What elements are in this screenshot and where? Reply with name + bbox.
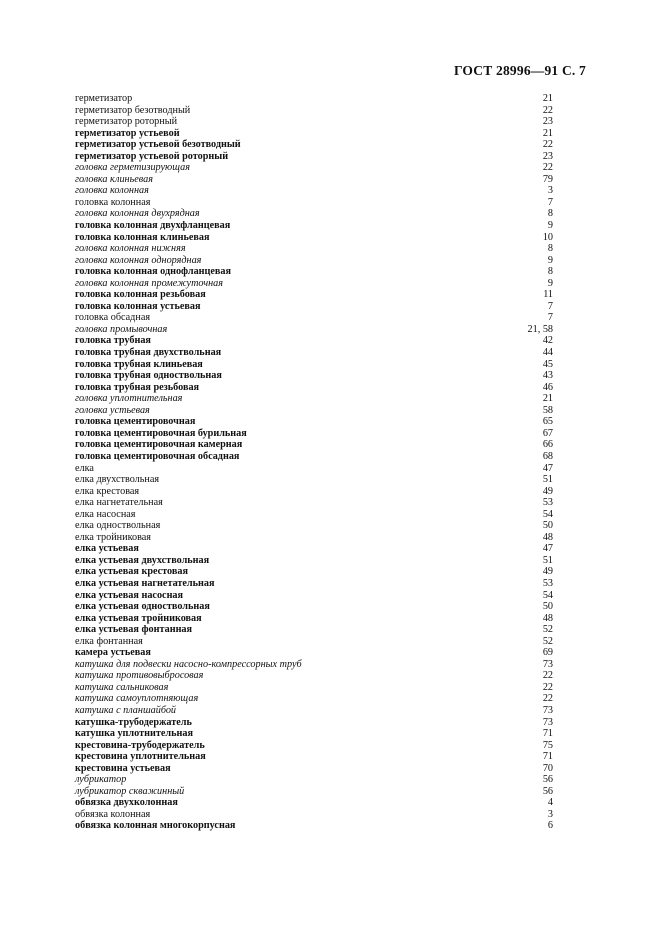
- index-entry: [75, 428, 553, 440]
- index-page-number: 3: [547, 808, 553, 820]
- index-entry: [75, 324, 553, 336]
- index-page-number: 48: [542, 531, 553, 543]
- index-entry: [75, 105, 553, 117]
- index-entry: [75, 347, 553, 359]
- index-term: головка трубная клиньевая: [75, 358, 203, 370]
- index-entry: [75, 820, 553, 832]
- index-term: герметизатор роторный: [75, 116, 178, 128]
- index-term: герметизатор безотводный: [75, 104, 191, 116]
- index-term: герметизатор устьевой безотводный: [75, 139, 241, 151]
- index-page-number: 68: [542, 450, 553, 462]
- index-page-number: 73: [542, 716, 553, 728]
- index-term: герметизатор устьевой: [75, 127, 180, 139]
- index-term: крестовина-трубодержатель: [75, 739, 205, 751]
- index-term: герметизатор устьевой роторный: [75, 150, 229, 162]
- index-entry: [75, 751, 553, 763]
- index-entry: [75, 509, 553, 521]
- index-entry: [75, 208, 553, 220]
- index-term: головка трубная двухствольная: [75, 347, 222, 359]
- index-page-number: 21, 58: [527, 323, 553, 335]
- index-term: головка цементировочная обсадная: [75, 450, 240, 462]
- index-entry: [75, 278, 553, 290]
- index-entry: [75, 636, 553, 648]
- index-entry: [75, 139, 553, 151]
- index-term: катушка самоуплотняющая: [75, 693, 199, 705]
- index-entry: [75, 451, 553, 463]
- index-term: крестовина уплотнительная: [75, 751, 206, 763]
- index-page-number: 7: [547, 196, 553, 208]
- index-term: елка тройниковая: [75, 531, 151, 543]
- index-term: головка колонная устьевая: [75, 300, 201, 312]
- index-entry: [75, 682, 553, 694]
- index-entry: [75, 774, 553, 786]
- index-entry: [75, 590, 553, 602]
- index-entry: [75, 128, 553, 140]
- index-term: головка трубная одноствольная: [75, 370, 222, 382]
- index-term: герметизатор: [75, 93, 133, 104]
- index-entry: [75, 335, 553, 347]
- index-page-number: 73: [542, 658, 553, 670]
- index-page-number: 8: [547, 243, 553, 255]
- index-page-number: 10: [542, 231, 553, 243]
- index-page-number: 66: [542, 439, 553, 451]
- index-page-number: 23: [542, 150, 553, 162]
- index-entry: [75, 740, 553, 752]
- index-term: головка колонная: [75, 196, 151, 208]
- index-entry: [75, 763, 553, 775]
- index-entry: [75, 416, 553, 428]
- index-page-number: 22: [542, 139, 553, 151]
- index-entry: [75, 93, 553, 105]
- index-term: елка устьевая тройниковая: [75, 612, 202, 624]
- index-page-number: 51: [542, 554, 553, 566]
- index-entry: [75, 359, 553, 371]
- index-entry: [75, 520, 553, 532]
- index-page-number: 71: [542, 751, 553, 763]
- index-page-number: 22: [542, 104, 553, 116]
- index-entry: [75, 647, 553, 659]
- index-page-number: 49: [542, 566, 553, 578]
- index-page-number: 67: [542, 427, 553, 439]
- index-page-number: 49: [542, 485, 553, 497]
- index-page-number: 47: [542, 543, 553, 555]
- index-entry: [75, 543, 553, 555]
- index-page-number: 70: [542, 762, 553, 774]
- index-page-number: 51: [542, 474, 553, 486]
- index-page-number: 71: [542, 728, 553, 740]
- index-term: катушка противовыбросовая: [75, 670, 204, 682]
- index-term: обвязка двухколонная: [75, 797, 178, 809]
- index-entry: [75, 659, 553, 671]
- index-term: головка герметизирующая: [75, 162, 190, 174]
- index-page-number: 47: [542, 462, 553, 474]
- index-term: елка устьевая двухствольная: [75, 554, 210, 566]
- index-page-number: 9: [547, 277, 553, 289]
- index-term: елка фонтанная: [75, 635, 143, 647]
- index-page-number: 43: [542, 370, 553, 382]
- index-term: крестовина устьевая: [75, 762, 171, 774]
- index-term: камера устьевая: [75, 647, 151, 659]
- term-index: [75, 93, 553, 832]
- index-page-number: 69: [542, 647, 553, 659]
- index-entry: [75, 393, 553, 405]
- index-page-number: 46: [542, 381, 553, 393]
- index-term: елка устьевая крестовая: [75, 566, 188, 578]
- index-page-number: 50: [542, 520, 553, 532]
- index-term: елка одноствольная: [75, 520, 161, 532]
- index-entry: [75, 566, 553, 578]
- index-entry: [75, 174, 553, 186]
- index-term: катушка для подвески насосно-компрессорных труб: [75, 658, 302, 670]
- index-term: головка колонная нижняя: [75, 243, 186, 255]
- index-page-number: 22: [542, 693, 553, 705]
- index-term: головка колонная промежуточная: [75, 277, 224, 289]
- index-page-number: 23: [542, 116, 553, 128]
- index-page-number: 54: [542, 508, 553, 520]
- index-page-number: 3: [547, 185, 553, 197]
- index-page-number: 22: [542, 670, 553, 682]
- index-page-number: 45: [542, 358, 553, 370]
- index-page-number: 52: [542, 624, 553, 636]
- index-entry: [75, 382, 553, 394]
- index-entry: [75, 370, 553, 382]
- index-term: головка клиньевая: [75, 173, 153, 185]
- index-page-number: 22: [542, 681, 553, 693]
- index-term: головка колонная клиньевая: [75, 231, 210, 243]
- index-term: елка устьевая нагнетательная: [75, 577, 215, 589]
- index-term: обвязка колонная: [75, 808, 151, 820]
- index-entry: [75, 693, 553, 705]
- index-entry: [75, 797, 553, 809]
- index-entry: [75, 185, 553, 197]
- index-page-number: 53: [542, 577, 553, 589]
- index-entry: [75, 463, 553, 475]
- index-term: головка колонная: [75, 185, 149, 197]
- index-term: головка колонная однофланцевая: [75, 266, 232, 278]
- index-term: головка колонная резьбовая: [75, 289, 206, 301]
- index-entry: [75, 255, 553, 267]
- index-page-number: 56: [542, 774, 553, 786]
- index-entry: [75, 266, 553, 278]
- page-header: ГОСТ 28996—91 С. 7: [453, 63, 586, 78]
- index-entry: [75, 705, 553, 717]
- index-page-number: 8: [547, 208, 553, 220]
- index-term: катушка с планшайбой: [75, 704, 177, 716]
- index-term: головка цементировочная камерная: [75, 439, 243, 451]
- index-term: катушка-трубодержатель: [75, 716, 192, 728]
- index-term: лубрикатор: [75, 774, 127, 786]
- index-entry: [75, 786, 553, 798]
- index-term: обвязка колонная многокорпусная: [75, 820, 236, 832]
- index-page-number: 9: [547, 254, 553, 266]
- index-term: елка нагнетательная: [75, 497, 163, 509]
- index-term: елка насосная: [75, 508, 136, 520]
- index-term: головка трубная резьбовая: [75, 381, 200, 393]
- index-page-number: 58: [542, 404, 553, 416]
- index-page-number: 54: [542, 589, 553, 601]
- index-entry: [75, 624, 553, 636]
- index-term: головка обсадная: [75, 312, 151, 324]
- index-entry: [75, 151, 553, 163]
- index-page-number: 4: [547, 797, 553, 809]
- index-entry: [75, 220, 553, 232]
- index-page-number: 9: [547, 220, 553, 232]
- index-term: елка крестовая: [75, 485, 140, 497]
- index-page-number: 65: [542, 416, 553, 428]
- index-term: головка колонная двухрядная: [75, 208, 200, 220]
- index-entry: [75, 474, 553, 486]
- index-page-number: 73: [542, 704, 553, 716]
- index-entry: [75, 497, 553, 509]
- index-entry: [75, 301, 553, 313]
- index-page-number: 21: [542, 393, 553, 405]
- index-entry: [75, 670, 553, 682]
- index-page-number: 75: [542, 739, 553, 751]
- index-entry: [75, 232, 553, 244]
- index-term: головка колонная двухфланцевая: [75, 220, 231, 232]
- index-entry: [75, 578, 553, 590]
- index-page-number: 11: [543, 289, 553, 301]
- index-entry: [75, 116, 553, 128]
- index-entry: [75, 532, 553, 544]
- index-page-number: 21: [542, 127, 553, 139]
- index-term: елка устьевая: [75, 543, 139, 555]
- index-term: елка устьевая одноствольная: [75, 601, 210, 613]
- index-entry: [75, 613, 553, 625]
- index-page-number: 48: [542, 612, 553, 624]
- index-term: головка колонная однорядная: [75, 254, 202, 266]
- index-page-number: 6: [547, 820, 553, 832]
- index-page-number: 44: [542, 347, 553, 359]
- index-term: головка цементировочная: [75, 416, 196, 428]
- index-page-number: 50: [542, 601, 553, 613]
- index-entry: [75, 197, 553, 209]
- index-entry: [75, 405, 553, 417]
- index-entry: [75, 312, 553, 324]
- index-page-number: 7: [547, 300, 553, 312]
- index-term: катушка сальниковая: [75, 681, 169, 693]
- index-term: головка устьевая: [75, 404, 150, 416]
- index-term: головка уплотнительная: [75, 393, 183, 405]
- index-page-number: 7: [547, 312, 553, 324]
- index-term: елка устьевая насосная: [75, 589, 184, 601]
- index-entry: [75, 162, 553, 174]
- index-page-number: 42: [542, 335, 553, 347]
- index-term: головка трубная: [75, 335, 151, 347]
- index-page-number: 8: [547, 266, 553, 278]
- index-entry: [75, 728, 553, 740]
- index-entry: [75, 601, 553, 613]
- index-page-number: 21: [542, 93, 553, 104]
- index-entry: [75, 243, 553, 255]
- index-term: елка: [75, 462, 94, 474]
- index-entry: [75, 809, 553, 821]
- index-term: елка устьевая фонтанная: [75, 624, 193, 636]
- index-term: головка промывочная: [75, 323, 168, 335]
- index-page-number: 56: [542, 785, 553, 797]
- index-page-number: 52: [542, 635, 553, 647]
- index-term: елка двухствольная: [75, 474, 160, 486]
- index-entry: [75, 289, 553, 301]
- index-term: лубрикатор скважинный: [75, 785, 185, 797]
- index-page-number: 22: [542, 162, 553, 174]
- index-term: катушка уплотнительная: [75, 728, 193, 740]
- index-term: головка цементировочная бурильная: [75, 427, 247, 439]
- index-entry: [75, 717, 553, 729]
- index-entry: [75, 555, 553, 567]
- index-entry: [75, 439, 553, 451]
- index-entry: [75, 486, 553, 498]
- index-page-number: 53: [542, 497, 553, 509]
- index-page-number: 79: [542, 173, 553, 185]
